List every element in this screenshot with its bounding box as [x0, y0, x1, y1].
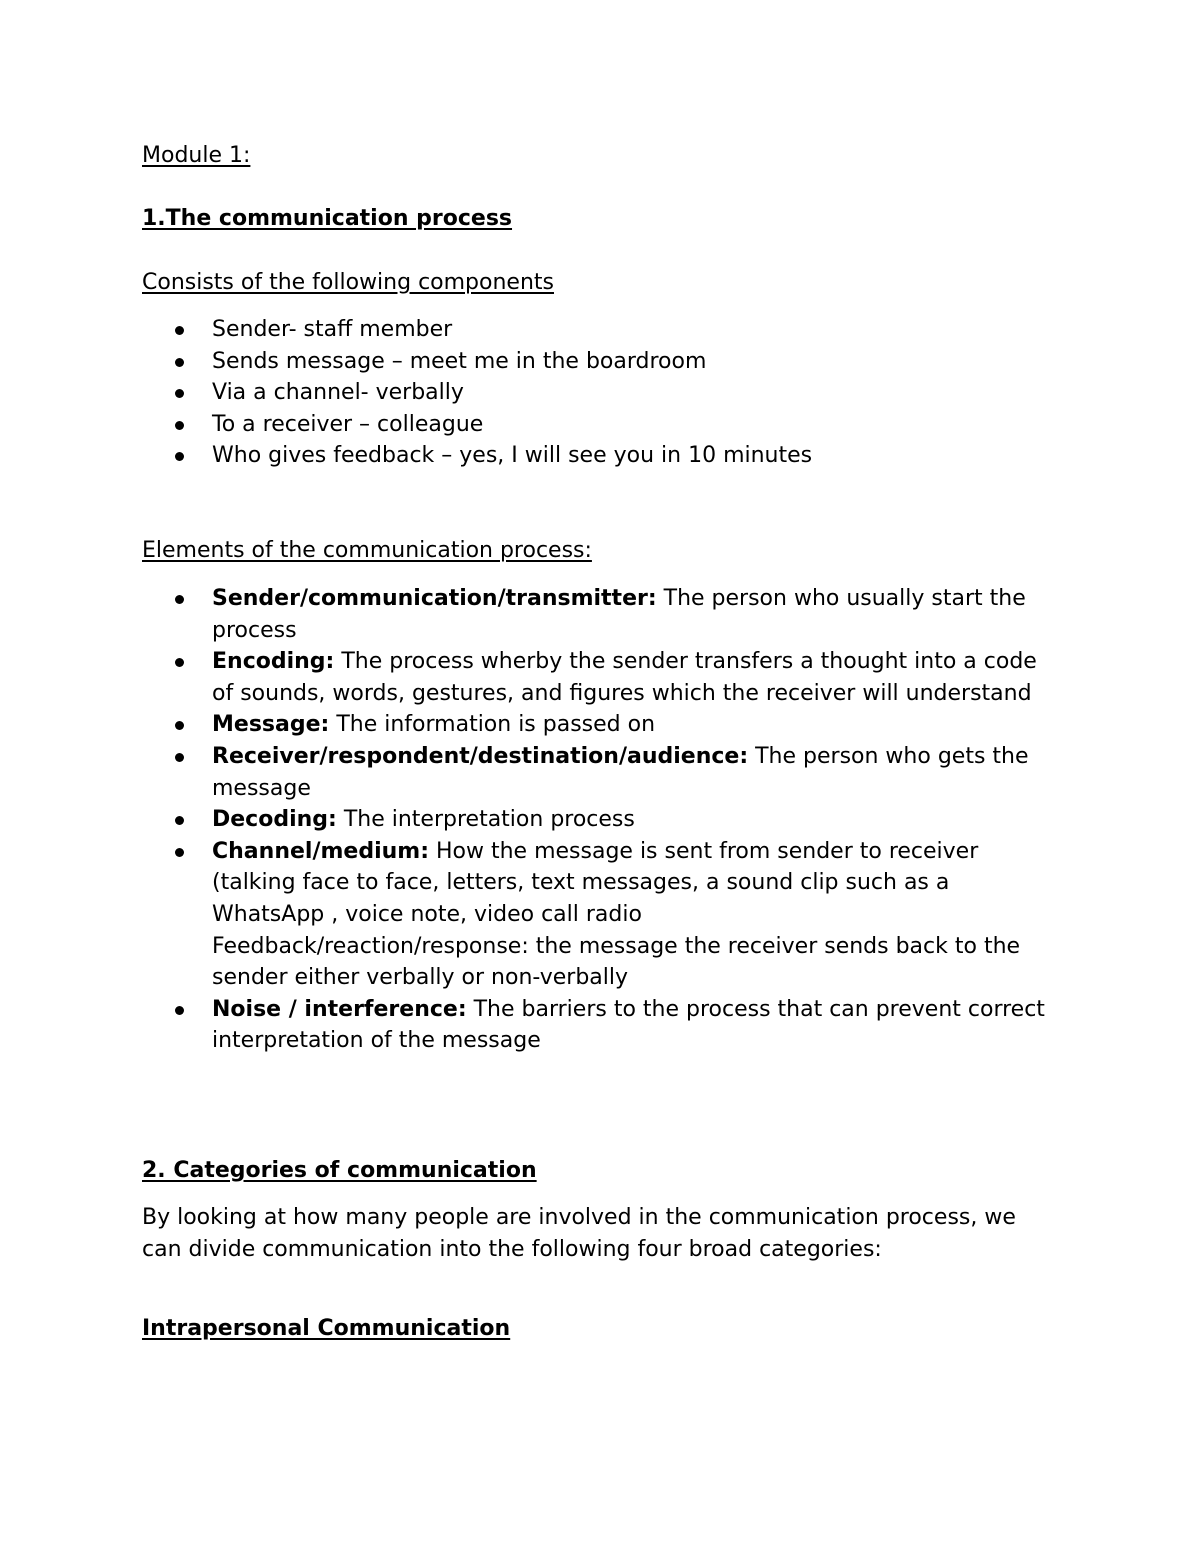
bullet-icon	[175, 816, 184, 825]
component-text: Sends message – meet me in the boardroom	[212, 348, 707, 374]
list-item	[142, 440, 1062, 472]
bullet-icon	[175, 1006, 184, 1015]
element-term: Message:	[212, 712, 330, 738]
elements-list	[142, 583, 1062, 1057]
element-extra: Feedback/reaction/response: the message the receiver sends back to the sender either verbally or non-verbally	[212, 933, 1021, 991]
component-text: Via a channel- verbally	[212, 380, 464, 406]
list-item	[142, 804, 1062, 836]
bullet-icon	[175, 358, 184, 367]
bullet-icon	[175, 452, 184, 461]
list-item	[142, 409, 1062, 441]
list-item	[142, 646, 1062, 709]
component-text: Sender- staff member	[212, 317, 453, 342]
bullet-icon	[175, 753, 184, 762]
list-item	[142, 314, 1062, 346]
list-item	[142, 709, 1062, 741]
list-item	[142, 994, 1062, 1057]
element-desc: The barriers to the process that can prevent correct interpretation of the message	[212, 996, 1045, 1054]
element-term: Encoding:	[212, 649, 335, 675]
module-title: Module 1:	[142, 143, 251, 168]
bullet-icon	[175, 595, 184, 604]
list-item	[142, 377, 1062, 409]
bullet-icon	[175, 389, 184, 398]
element-term: Receiver/respondent/destination/audience:	[212, 743, 749, 769]
bullet-icon	[175, 421, 184, 430]
element-desc: The person who gets the message	[212, 743, 1029, 801]
element-term: Sender/communication/transmitter:	[212, 586, 657, 611]
bullet-icon	[175, 326, 184, 335]
section1-heading: 1.The communication process	[142, 206, 513, 231]
section2-paragraph: By looking at how many people are involved in the communication process, we can divide communication into the following four broad categories:	[142, 1205, 1016, 1262]
component-text: To a receiver – colleague	[212, 411, 484, 437]
bullet-icon	[175, 658, 184, 667]
element-term: Decoding:	[212, 807, 337, 833]
element-desc: The process wherby the sender transfers a thought into a code of sounds, words, gestures, and figures which the receiver will understand	[212, 649, 1037, 706]
element-desc: The person who usually start the process	[212, 586, 1026, 643]
section2-heading: 2. Categories of communication	[142, 1158, 537, 1183]
bullet-icon	[175, 721, 184, 730]
list-item	[142, 836, 1062, 994]
intrapersonal-heading: Intrapersonal Communication	[142, 1316, 511, 1341]
list-item	[142, 741, 1062, 804]
components-intro: Consists of the following components	[142, 270, 554, 295]
element-desc: How the message is sent from sender to receiver (talking face to face, letters, text messages, a sound clip such as a WhatsApp , voice note, video call radio	[212, 838, 979, 927]
element-desc: The interpretation process	[336, 807, 635, 833]
elements-intro: Elements of the communication process:	[142, 538, 592, 563]
element-desc: The information is passed on	[329, 712, 656, 738]
list-item	[142, 583, 1062, 646]
bullet-icon	[175, 848, 184, 857]
component-text: Who gives feedback – yes, I will see you in 10 minutes	[212, 443, 813, 469]
components-list	[142, 314, 1062, 472]
element-term: Channel/medium:	[212, 838, 429, 864]
element-term: Noise / interference:	[212, 996, 467, 1022]
list-item	[142, 346, 1062, 378]
